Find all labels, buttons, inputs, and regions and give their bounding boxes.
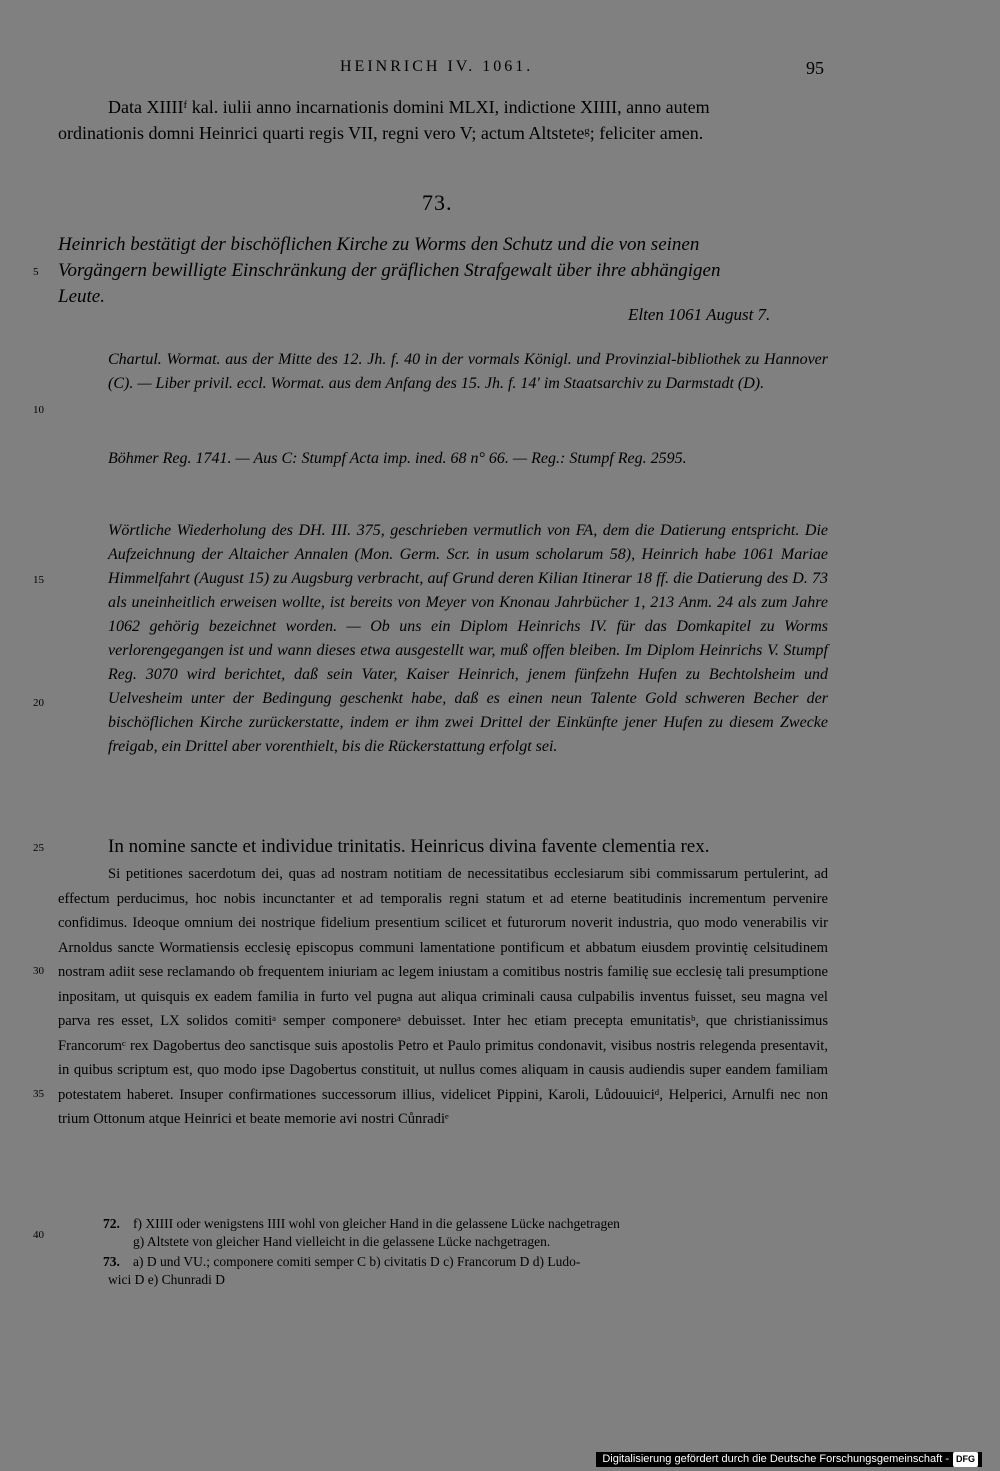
charter-text: Si petitiones sacerdotum dei, quas ad nostram notitiam de necessitatibus ecclesiarum sibi commissarum pertulerint, ad effectum perducimus, hoc nobis incunctanter et ad temporalis regni statum et ad eterne beatitudinis incrementum pervenire confidimus. Ideoque omnium dei nostrique fidelium presentium scilicet et futurorum noverit industria, quo modo venerabilis vir Arnoldus sancte Wormatiensis ecclesię episcopus communi lamentatione pontificum et abbatum eiusdem provintię celsitudinem nostram adiit sese reclamando ob frequentem iniuriam ac legem iniustam a comitibus nostris familię sue ecclesię tali presumptione inpositam, ut quisquis ex eadem familia in furto vel pugna aut aliqua criminali causa culpabilis inventus fuisset, seu magna vel parva res esset, LX solidos comitiᵃ semper componereᵃ debuisset. Inter hec etiam precepta emunitatisᵇ, que christianissimus Francorumᶜ rex Dagobertus deo sanctisque suis apostolis Petro et Paulo primitus condonavit, visibus nostris relegenda presentavit, in quibus scriptum est, quo modo ipse Dagobertus constituit, ut nullus comes aliquam in causis audiendis super eandem familiam potestatem haberet. Insuper confirmationes successorum illius, videlicet Pippini, Karoli, Lůdouuiciᵈ, Helperici, Arnulfi nec non trium Ottonum atque Heinrici et beate memorie avi nostri Cůnradiᵉ xyxy=(58,866,828,1127)
running-title: HEINRICH IV. 1061. xyxy=(340,58,534,75)
footnote-73-label: 73. xyxy=(103,1254,120,1269)
summary-line-1: Heinrich bestätigt der bischöflichen Kirche zu Worms den Schutz und die von seinen xyxy=(58,234,700,255)
summary-line-3: Leute. xyxy=(58,286,105,307)
invocatio: In nomine sancte et individue trinitatis. Heinricus divina favente clementia rex. xyxy=(108,836,710,857)
footnote-72-f: f) XIIII oder wenigstens IIII wohl von gleicher Hand in die gelassene Lücke nachgetragen xyxy=(133,1216,620,1231)
closing-line-2: ordinationis domni Heinrici quarti regis VII, regni vero V; actum Altsteteᵍ; feliciter amen. xyxy=(58,123,704,143)
line-number: 30 xyxy=(33,965,44,977)
commentary-paragraph: Wörtliche Wiederholung des DH. III. 375, geschrieben vermutlich von FA, dem die Datierung entspricht. Die Aufzeichnung der Altaicher Annalen (Mon. Germ. Scr. in usum scholarum 58), Heinrich habe 1061 Mariae Himmelfahrt (August 15) zu Augsburg verbracht, auf Grund deren Kilian Itinerar 18 ff. die Datierung des D. 73 als uneinheitlich erweisen wollte, ist bereits von Meyer von Knonau Jahrbücher 1, 213 Anm. 24 als zum Jahre 1062 gehörig bezeichnet worden. — Ob uns ein Diplom Heinrichs IV. für das Domkapitel zu Worms verlorengegangen ist und wann dieses etwa ausgestellt war, muß offen bleiben. Im Diplom Heinrichs V. Stumpf Reg. 3070 wird berichtet, daß sein Vater, Kaiser Heinrich, jenem fünfzehn Hufen zu Bechtolsheim und Uelvesheim unter der Bedingung geschenkt habe, daß es einen neun Talente Gold schweren Becher der bischöflichen Kirche zurückerstatte, indem er ihm zwei Drittel der Einkünfte jener Hufen zu diesem Zwecke freigab, ein Drittel aber vorenthielt, bis die Rückerstattung erfolgt sei. xyxy=(108,522,828,755)
footnote-73-line-1: a) D und VU.; componere comiti semper C b) civitatis D c) Francorum D d) Ludo- xyxy=(133,1254,581,1269)
line-number: 40 xyxy=(33,1229,44,1241)
line-number: 15 xyxy=(33,574,44,586)
closing-line-1: Data XIIIIᶠ kal. iulii anno incarnationis domini MLXI, indictione XIIII, anno autem xyxy=(108,97,710,117)
dfg-logo: DFG xyxy=(953,1452,978,1467)
place-date: Elten 1061 August 7. xyxy=(628,305,771,324)
tradition-paragraph: Chartul. Wormat. aus der Mitte des 12. Jh. f. 40 in der vormals Königl. und Provinzial-bibliothek zu Hannover (C). — Liber privil. eccl. Wormat. aus dem Anfang des 15. Jh. f. 14' im Staatsarchiv zu Darmstadt (D). xyxy=(108,351,828,392)
page-number: 95 xyxy=(806,58,824,78)
line-number: 25 xyxy=(33,842,44,854)
footnote-73-line-2: wici D e) Chunradi D xyxy=(108,1272,225,1287)
footer-text: Digitalisierung gefördert durch die Deutsche Forschungsgemeinschaft - xyxy=(602,1453,949,1465)
dfg-footer xyxy=(596,1452,982,1467)
footnote-72-label: 72. xyxy=(103,1216,120,1231)
editions-paragraph: Böhmer Reg. 1741. — Aus C: Stumpf Acta imp. ined. 68 n° 66. — Reg.: Stumpf Reg. 2595. xyxy=(108,450,687,467)
line-number: 5 xyxy=(33,266,39,278)
line-number: 20 xyxy=(33,697,44,709)
line-number: 10 xyxy=(33,404,44,416)
line-number: 35 xyxy=(33,1088,44,1100)
document-number: 73. xyxy=(422,190,453,215)
footnote-72-g: g) Altstete von gleicher Hand vielleicht in die gelassene Lücke nachgetragen. xyxy=(133,1234,551,1249)
summary-line-2: Vorgängern bewilligte Einschränkung der gräflichen Strafgewalt über ihre abhängigen xyxy=(58,260,721,281)
